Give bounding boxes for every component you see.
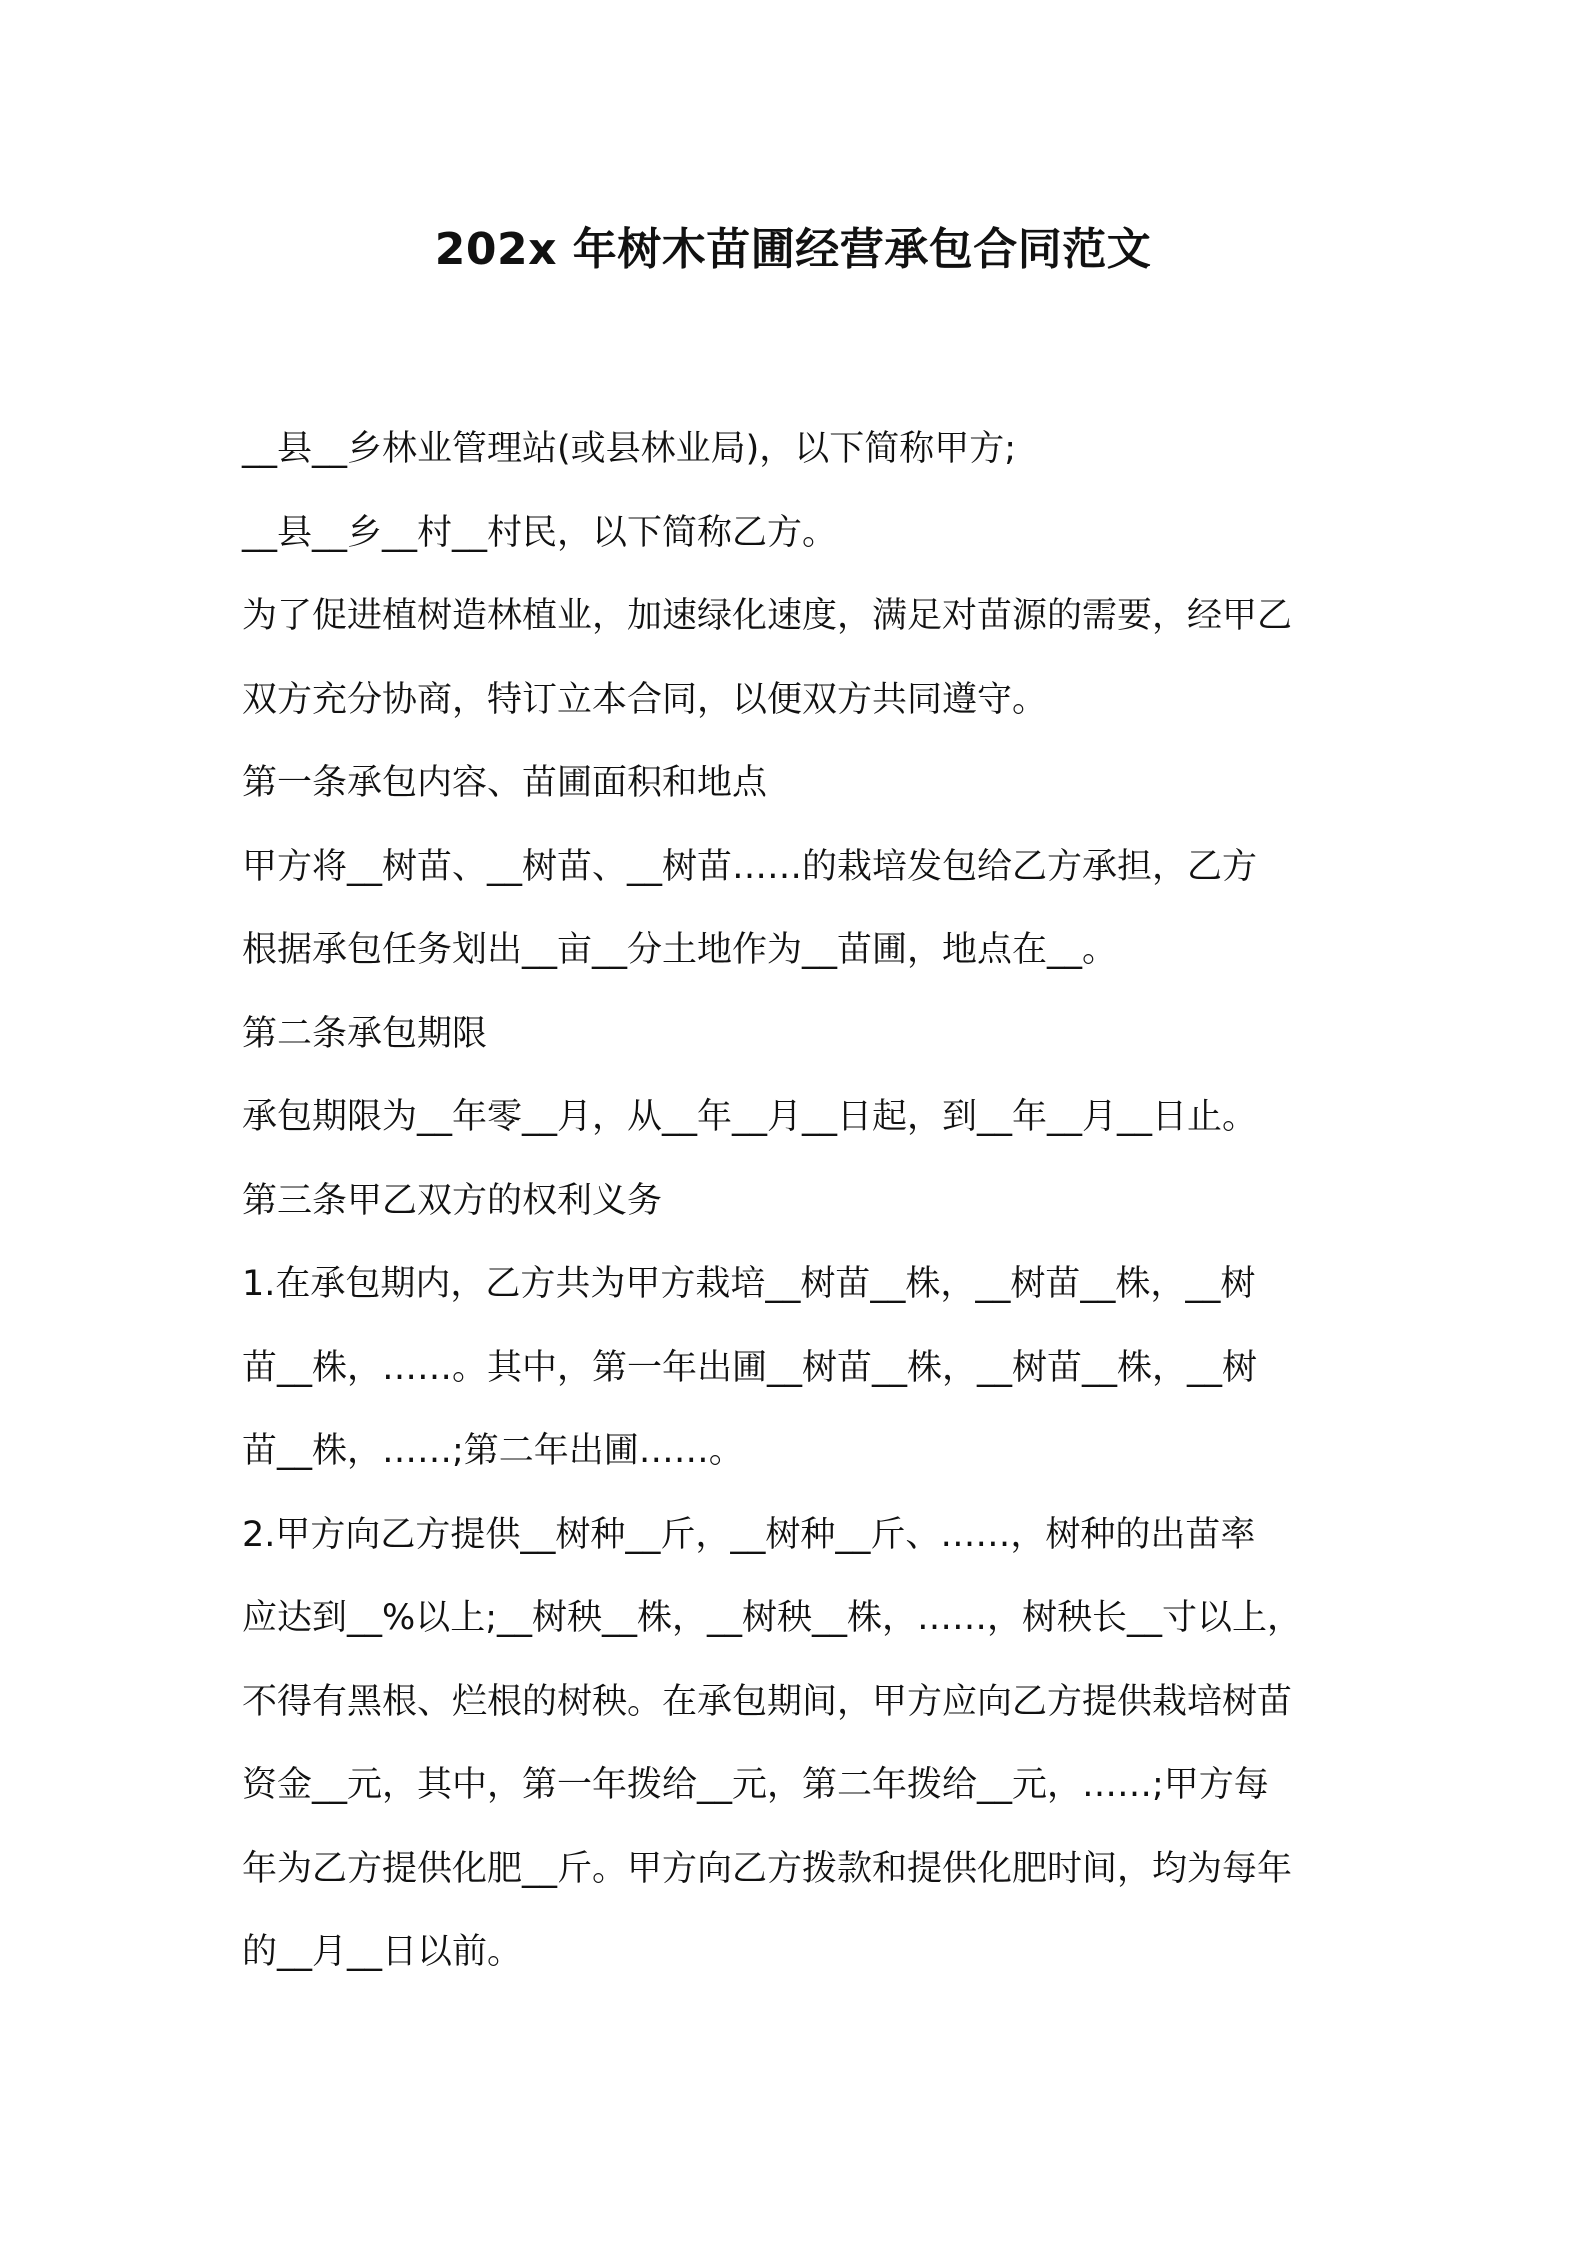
paragraph-line: 应达到__%以上;__树秧__株，__树秧__株，……，树秧长__寸以上，: [242, 1598, 1303, 1638]
document-title: 202x 年树木苗圃经营承包合同范文: [434, 224, 1152, 275]
paragraph-line: 为了促进植树造林植业，加速绿化速度，满足对苗源的需要，经甲乙: [242, 596, 1293, 636]
paragraph-line: __县__乡林业管理站(或县林业局)，以下简称甲方;: [242, 429, 1017, 469]
paragraph-line: 1.在承包期内，乙方共为甲方栽培__树苗__株，__树苗__株，__树: [242, 1264, 1256, 1304]
paragraph-line: 年为乙方提供化肥__斤。甲方向乙方拨款和提供化肥时间，均为每年: [242, 1848, 1293, 1889]
paragraph-line: 甲方将__树苗、__树苗、__树苗……的栽培发包给乙方承担，乙方: [242, 846, 1258, 887]
paragraph-line: 苗__株，……。其中，第一年出圃__树苗__株，__树苗__株，__树: [242, 1347, 1258, 1388]
section-heading: 第一条承包内容、苗圃面积和地点: [242, 763, 768, 803]
paragraph-line: 2.甲方向乙方提供__树种__斤，__树种__斤、……，树种的出苗率: [242, 1514, 1256, 1555]
paragraph-line: 根据承包任务划出__亩__分土地作为__苗圃，地点在__。: [242, 930, 1118, 970]
document-body: [242, 408, 1362, 1995]
paragraph-line: 双方充分协商，特订立本合同，以便双方共同遵守。: [242, 679, 1048, 720]
section-heading: 第二条承包期限: [242, 1013, 488, 1054]
paragraph-line: __县__乡__村__村民，以下简称乙方。: [242, 512, 838, 553]
paragraph-line: 资金__元，其中，第一年拨给__元，第二年拨给__元，……;甲方每: [242, 1765, 1269, 1805]
paragraph-line: 的__月__日以前。: [242, 1932, 523, 1972]
paragraph-line: 不得有黑根、烂根的树秧。在承包期间，甲方应向乙方提供栽培树苗: [242, 1681, 1293, 1722]
paragraph-line: 承包期限为__年零__月，从__年__月__日起，到__年__月__日止。: [242, 1097, 1258, 1137]
section-heading: 第三条甲乙双方的权利义务: [242, 1180, 663, 1221]
paragraph-line: 苗__株，……;第二年出圃……。: [242, 1431, 744, 1471]
